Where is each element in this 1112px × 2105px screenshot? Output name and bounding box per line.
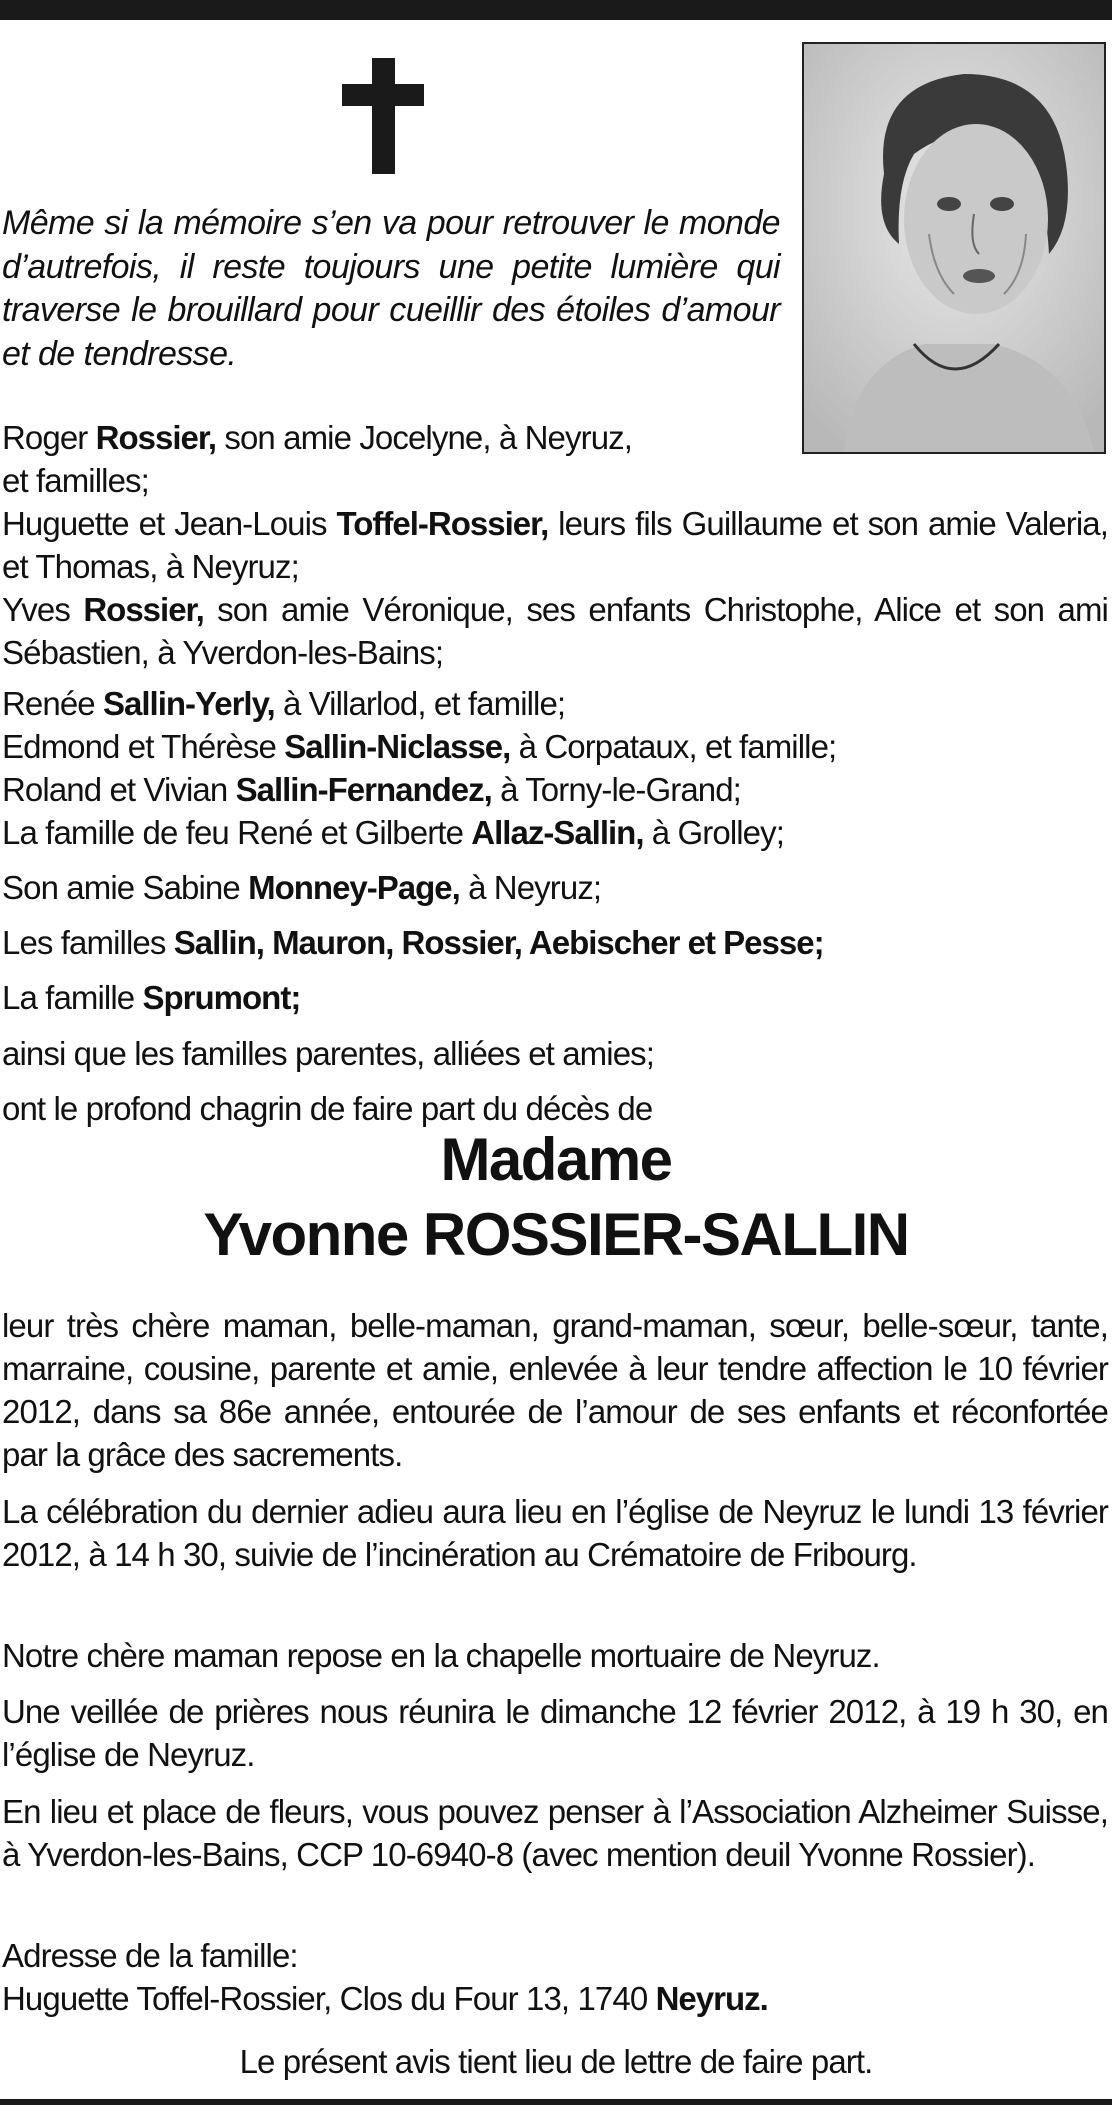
closing-note: Le présent avis tient lieu de lettre de faire part. [239,2043,873,2080]
family-line-rest: son amie Jocelyne, à Neyruz, et familles; [2,419,633,499]
chapel-paragraph: Notre chère maman repose en la chapelle mortuaire de Neyruz. [2,1637,880,1674]
donation-paragraph: En lieu et place de fleurs, vous pouvez penser à l’Association Alzheimer Suisse, à Yverdon-les-Bains, CCP 10-6940-8 (avec mention deuil Yvonne Rossier). [2,1793,1108,1873]
family-line: Edmond et Thérèse Sallin-Niclasse, à Corpataux, et famille; [2,728,837,765]
announcement-line: ont le profond chagrin de faire part du décès de [2,1090,653,1127]
bottom-rule [0,2099,1112,2105]
ceremony-paragraph: La célébration du dernier adieu aura lieu en l’église de Neyruz le lundi 13 février 2012, à 14 h 30, suivie de l’incinération au Crématoire de Fribourg. [2,1493,1108,1573]
top-rule [0,0,1112,20]
vigil-paragraph: Une veillée de prières nous réunira le dimanche 12 février 2012, à 19 h 30, en l’église de Neyruz. [2,1693,1108,1773]
cross-icon [342,58,424,174]
family-line: Yves Rossier, son amie Véronique, ses enfants Christophe, Alice et son ami Sébastien, à Yverdon-les-Bains; [2,591,1108,671]
family-line: Huguette et Jean-Louis Toffel-Rossier, leurs fils Guillaume et son amie Valeria, et Thomas, à Neyruz; [2,505,1109,585]
deceased-name: Yvonne ROSSIER-SALLIN [203,1201,909,1268]
portrait-photo [802,42,1106,454]
family-line: Roland et Vivian Sallin-Fernandez, à Torny-le-Grand; [2,771,741,808]
family-line: La famille de feu René et Gilberte Allaz-Sallin, à Grolley; [2,814,785,851]
relatives-line: ainsi que les familles parentes, alliées et amies; [2,1035,655,1072]
deceased-title: Madame [440,1126,672,1193]
tribute-paragraph: leur très chère maman, belle-maman, grand-maman, sœur, belle-sœur, tante, marraine, cousine, parente et amie, enlevée à leur tendre affection le 10 février 2012, dans sa 86e année, entourée de l’amour de ses enfants et réconfortée par la grâce des sacrements. [2,1307,1108,1473]
address-label: Adresse de la famille: [2,1937,298,1974]
family-line: Les familles Sallin, Mauron, Rossier, Aebischer et Pesse; [2,924,824,961]
memorial-quote: Même si la mémoire s’en va pour retrouver le monde d’autrefois, il reste toujours une petite lumière qui traverse le brouillard pour cueillir des étoiles d’amour et de tendresse. [2,204,780,373]
family-line: Roger Rossier, son amie Jocelyne, à Neyruz, et familles; [2,419,633,499]
family-line: Renée Sallin-Yerly, à Villarlod, et famille; [2,685,566,722]
family-line: Son amie Sabine Monney-Page, à Neyruz; [2,869,602,906]
family-line: La famille Sprumont; [2,979,301,1016]
address-line: Huguette Toffel-Rossier, Clos du Four 13, 1740 Neyruz. [2,1980,768,2017]
